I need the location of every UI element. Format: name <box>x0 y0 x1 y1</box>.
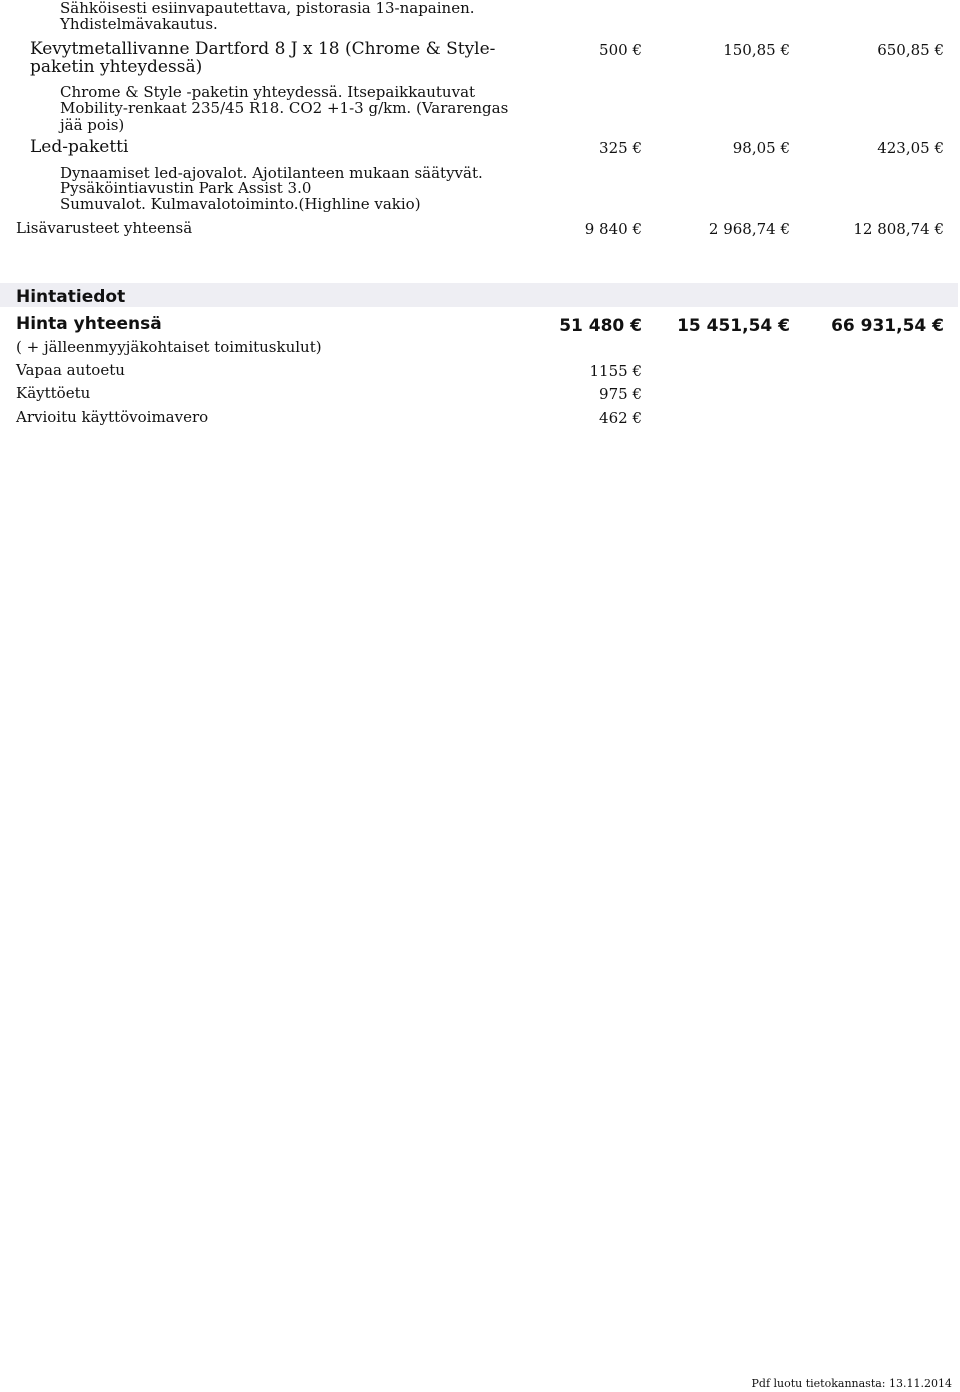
benefit-value: 1155 € <box>589 362 642 380</box>
price-total-price: 51 480 € <box>559 316 642 336</box>
item-description-line: Dynaamiset led-ajovalot. Ajotilanteen mukaan säätyvät. <box>60 164 483 182</box>
benefit-label: Käyttöetu <box>16 384 91 402</box>
benefit-value: 462 € <box>599 409 642 427</box>
item-total: 423,05 € <box>877 139 944 157</box>
item-description-line: jää pois) <box>60 116 125 134</box>
section-heading: Hintatiedot <box>16 287 126 307</box>
item-price: 500 € <box>599 41 642 59</box>
item-description-line: Yhdistelmävakautus. <box>60 15 218 33</box>
item-total: 650,85 € <box>877 41 944 59</box>
price-total-tax: 15 451,54 € <box>677 316 790 336</box>
item-description-line: Sumuvalot. Kulmavalotoiminto.(Highline vakio) <box>60 195 421 213</box>
benefit-label: Vapaa autoetu <box>16 361 125 379</box>
section-header-band <box>0 283 958 307</box>
item-price: 325 € <box>599 139 642 157</box>
delivery-cost-note: ( + jälleenmyyjäkohtaiset toimituskulut) <box>16 338 322 356</box>
item-tax: 98,05 € <box>732 139 790 157</box>
item-name: paketin yhteydessä) <box>30 57 203 77</box>
benefit-label: Arvioitu käyttövoimavero <box>16 408 209 426</box>
extras-total-label: Lisävarusteet yhteensä <box>16 219 193 237</box>
item-description-line: Pysäköintiavustin Park Assist 3.0 <box>60 179 312 197</box>
price-total-sum: 66 931,54 € <box>831 316 944 336</box>
extras-total-sum: 12 808,74 € <box>853 220 944 238</box>
item-name: Kevytmetallivanne Dartford 8 J x 18 (Chrome & Style- <box>30 39 496 59</box>
benefit-value: 975 € <box>599 385 642 403</box>
item-name: Led-paketti <box>30 137 129 157</box>
extras-total-price: 9 840 € <box>584 220 642 238</box>
item-description-line: Chrome & Style -paketin yhteydessä. Itsepaikkautuvat <box>60 83 476 101</box>
price-total-label: Hinta yhteensä <box>16 314 162 334</box>
footer-generated-date: Pdf luotu tietokannasta: 13.11.2014 <box>751 1377 952 1390</box>
item-description-line: Mobility-renkaat 235/45 R18. CO2 +1-3 g/km. (Vararengas <box>60 99 509 117</box>
extras-total-tax: 2 968,74 € <box>708 220 790 238</box>
item-description-line: Sähköisesti esiinvapautettava, pistorasia 13-napainen. <box>60 0 475 17</box>
item-tax: 150,85 € <box>723 41 790 59</box>
